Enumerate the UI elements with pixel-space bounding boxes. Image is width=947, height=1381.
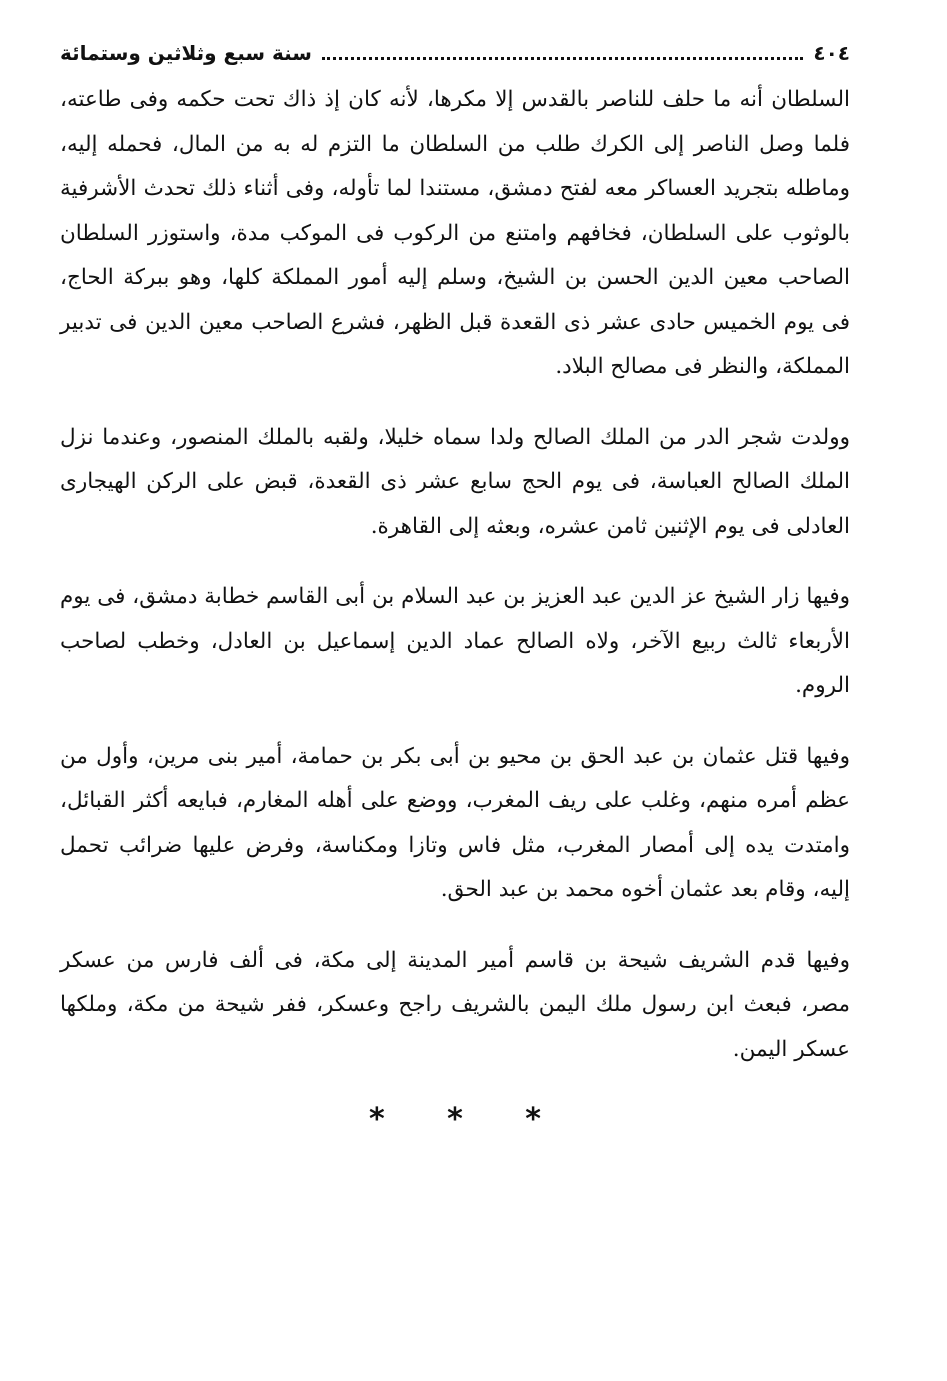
paragraph-izz-al-din: وفيها زار الشيخ عز الدين عبد العزيز بن عبد السلام بن أبى القاسم خطابة دمشق، فى يوم الأربعاء ثالث ربيع الآخر، ولاه الصالح عماد الدين إسماعيل بن العادل، وخطب لصاحب الروم. [60, 584, 850, 698]
paragraph-uthman-marinid: وفيها قتل عثمان بن عبد الحق بن محيو بن أبى بكر بن حمامة، أمير بنى مرين، وأول من عظم أمره منهم، وغلب على ريف المغرب، ووضع على أهله المغارم، فبايعه أكثر القبائل، وامتدت يده إلى أمصار المغرب، مثل فاس وتازا ومكناسة، وفرض عليها ضرائب تحمل إليه، وقام بعد عثمان أخوه محمد بن عبد الحق. [60, 743, 850, 902]
paragraph-sultan-vizier: السلطان أنه ما حلف للناصر بالقدس إلا مكرها، لأنه كان إذ ذاك تحت حكمه وفى طاعته، فلما وصل الناصر إلى الكرك طلب من السلطان ما التزم له به من المال، فحمله إليه، وماطله بتجريد العساكر معه لفتح دمشق، مستندا لما تأوله، وفى أثناء ذلك تحدث الأشرفية بالوثوب على السلطان، فخافهم وامتنع من الركوب فى الموكب مدة، واستوزر السلطان الصاحب معين الدين الحسن بن الشيخ، وسلم إليه أمور المملكة كلها، وهو ببركة الحاج، فى يوم الخميس حادى عشر ذى القعدة قبل الظهر، فشرع الصاحب معين الدين فى تدبير المملكة، والنظر فى مصالح البلاد. [60, 87, 850, 379]
running-header [60, 34, 850, 78]
year-title: سنة سبع وثلاثين وستمائة [60, 41, 312, 65]
paragraph-birth-khalil: وولدت شجر الدر من الملك الصالح ولدا سماه خليلا، ولقبه بالملك المنصور، وعندما نزل الملك الصالح العباسة، فى يوم الحج سابع عشر ذى القعدة، قبض على الركن الهيجارى العادلى فى يوم الإثنين ثامن عشره، وبعثه إلى القاهرة. [60, 424, 850, 539]
section-separator: * * * [369, 1102, 567, 1137]
paragraph-sharif-shiha: وفيها قدم الشريف شيحة بن قاسم أمير المدينة إلى مكة، فى ألف فارس من عسكر مصر، فبعث ابن رسول ملك اليمن بالشريف راجح وعسكر، ففر شيحة من مكة، وملكها عسكر اليمن. [60, 947, 850, 1062]
book-page [60, 34, 850, 1137]
page-number: ٤٠٤ [813, 41, 850, 65]
dotted-leader [322, 56, 803, 60]
